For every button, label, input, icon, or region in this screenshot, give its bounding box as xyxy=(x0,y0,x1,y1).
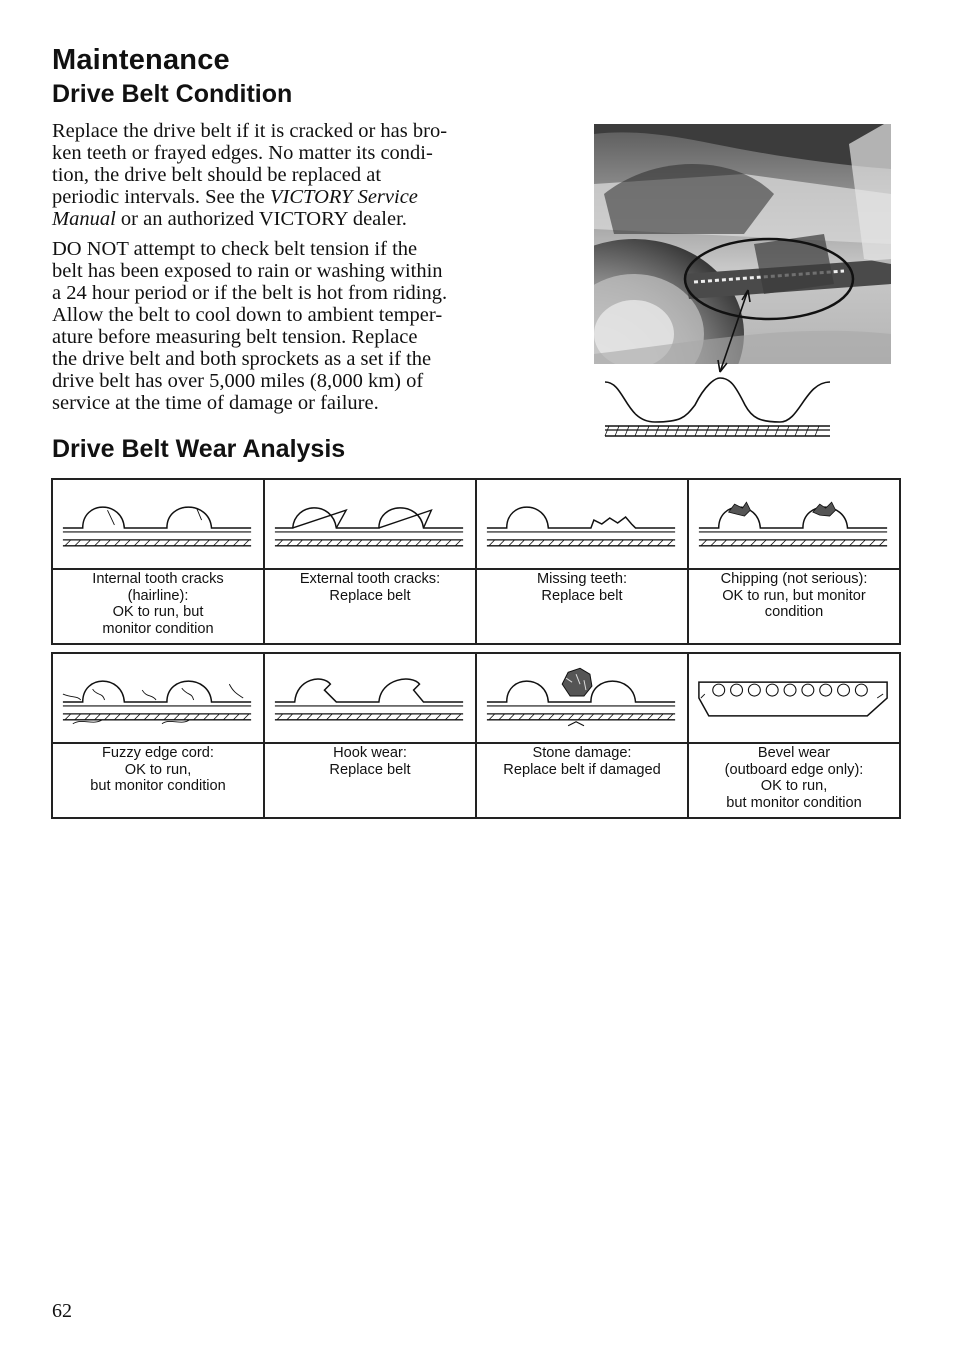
internal-tooth-cracks-diagram xyxy=(52,479,264,569)
caption-line: OK to run, xyxy=(124,761,192,778)
section-title: Maintenance xyxy=(52,44,230,76)
internal-tooth-cracks-caption xyxy=(52,569,264,644)
caption-line: OK to run, but xyxy=(112,604,204,621)
service-manual-reference: VICTORY Service xyxy=(270,186,418,208)
stone-damage-diagram xyxy=(476,653,688,743)
text-line: a 24 hour period or if the belt is hot from riding. xyxy=(52,282,448,304)
text-line: tion, the drive belt should be replaced at xyxy=(52,164,382,186)
chipping-diagram xyxy=(688,479,900,569)
fuzzy-edge-cord-diagram xyxy=(52,653,264,743)
external-tooth-cracks-diagram xyxy=(264,479,476,569)
text-line: belt has been exposed to rain or washing within xyxy=(52,260,443,282)
missing-teeth-diagram xyxy=(476,479,688,569)
text-line: the drive belt and both sprockets as a set if the xyxy=(52,348,432,370)
wear-analysis-table-2 xyxy=(51,652,901,819)
caption-line: External tooth cracks: xyxy=(299,571,441,587)
caption-line: Internal tooth cracks xyxy=(92,571,224,587)
caption-line: Stone damage: xyxy=(532,745,632,761)
text-line: drive belt has over 5,000 miles (8,000 km) of xyxy=(52,370,424,392)
text-line: service at the time of damage or failure. xyxy=(52,392,379,414)
hook-wear-diagram xyxy=(264,653,476,743)
belt-profile-diagram xyxy=(600,370,836,442)
wear-caption-row xyxy=(52,743,900,818)
text-fragment: or an authorized VICTORY dealer. xyxy=(115,208,407,230)
caption-line: Missing teeth: xyxy=(536,571,628,587)
text-line: DO NOT attempt to check belt tension if the xyxy=(52,238,418,260)
hook-wear-caption xyxy=(264,743,476,818)
belt-condition-paragraph xyxy=(52,120,492,230)
caption-line: Hook wear: xyxy=(333,745,407,761)
caption-line: but monitor condition xyxy=(726,794,862,811)
text-line xyxy=(52,208,492,230)
text-line: ature before measuring belt tension. Replace xyxy=(52,326,418,348)
pointer-arrow xyxy=(700,280,770,380)
caption-line: condition xyxy=(764,604,824,621)
caption-line: OK to run, but monitor xyxy=(722,587,866,604)
page-number: 62 xyxy=(52,1300,72,1322)
caption-line: (hairline): xyxy=(127,587,189,604)
text-line: ken teeth or frayed edges. No matter its condi- xyxy=(52,142,433,164)
service-manual-reference: Manual xyxy=(52,208,116,230)
stone-damage-caption xyxy=(476,743,688,818)
text-line: Allow the belt to cool down to ambient temper- xyxy=(52,304,443,326)
text-fragment: periodic intervals. See the xyxy=(52,186,271,208)
belt-profile-drawing xyxy=(600,370,836,442)
caption-line: Chipping (not serious): xyxy=(720,571,868,587)
fuzzy-edge-cord-caption xyxy=(52,743,264,818)
caption-line: (outboard edge only): xyxy=(724,761,864,778)
text-line: Replace the drive belt if it is cracked or has bro- xyxy=(52,120,448,142)
wear-caption-row xyxy=(52,569,900,644)
caption-line: OK to run, xyxy=(760,778,828,795)
caption-line: Replace belt if damaged xyxy=(503,761,661,778)
caption-line: Fuzzy edge cord: xyxy=(102,745,214,761)
wear-analysis-title: Drive Belt Wear Analysis xyxy=(52,435,346,463)
missing-teeth-caption xyxy=(476,569,688,644)
subsection-title: Drive Belt Condition xyxy=(52,80,293,108)
wear-image-row xyxy=(52,653,900,743)
bevel-wear-diagram xyxy=(688,653,900,743)
caption-line: but monitor condition xyxy=(90,778,226,795)
wear-image-row xyxy=(52,479,900,569)
wear-analysis-table-1 xyxy=(51,478,901,645)
caption-line: Replace belt xyxy=(329,587,411,604)
chipping-caption xyxy=(688,569,900,644)
caption-line: Replace belt xyxy=(329,761,411,778)
caption-line: Bevel wear xyxy=(757,745,831,761)
belt-tension-paragraph xyxy=(52,238,492,414)
caption-line: monitor condition xyxy=(102,620,214,637)
caption-line: Replace belt xyxy=(541,587,623,604)
external-tooth-cracks-caption xyxy=(264,569,476,644)
bevel-wear-caption xyxy=(688,743,900,818)
text-line xyxy=(52,186,492,208)
